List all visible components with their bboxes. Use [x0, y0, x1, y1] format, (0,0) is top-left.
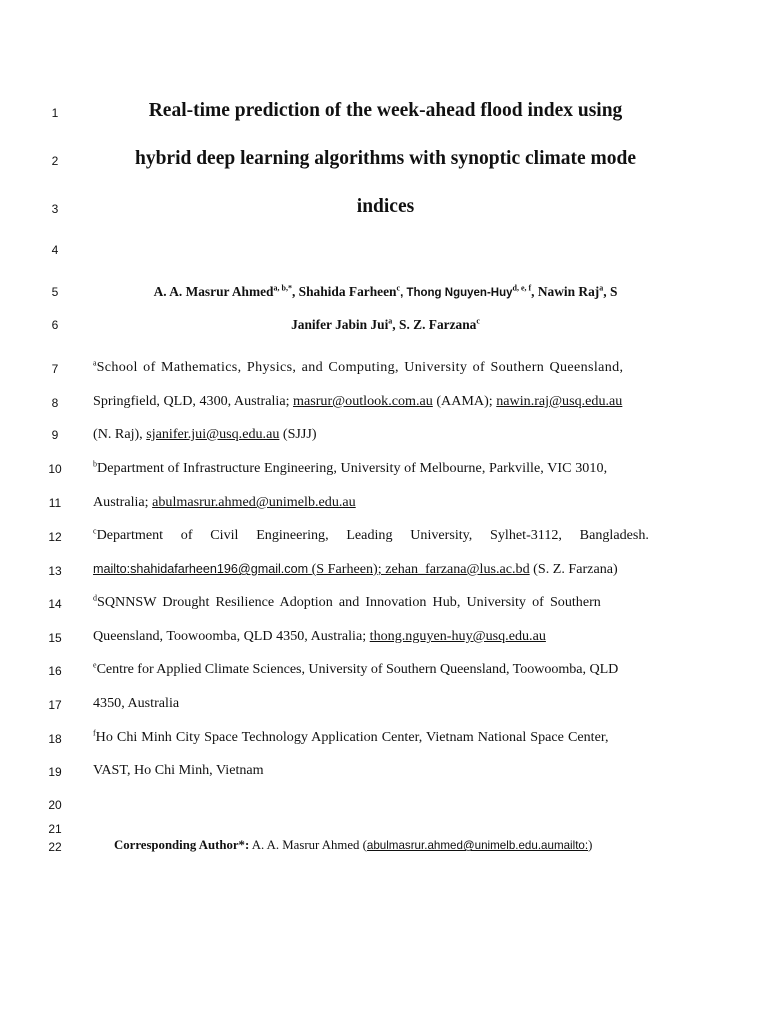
- paper-title-line-2: hybrid deep learning algorithms with synoptic climate mode: [134, 148, 637, 169]
- affiliation-a-line-1: [93, 359, 677, 376]
- email-unimelb-link[interactable]: abulmasrur.ahmed@unimelb.edu.au: [152, 494, 356, 510]
- line-number-2: 2: [51, 154, 59, 168]
- affiliation-a-jui-label: (SJJJ): [279, 426, 317, 442]
- author-ahmed-affil: a, b,*: [273, 283, 292, 293]
- affiliation-a-line-3: [93, 426, 677, 443]
- line-number-1: 1: [51, 106, 59, 120]
- line-number-11: 11: [48, 496, 62, 510]
- affiliation-b-text: Department of Infrastructure Engineering, University of Melbourne, Parkville, VIC 3010,: [97, 460, 608, 476]
- author-list-line-1: [93, 284, 678, 300]
- author-jui: Janifer Jabin Jui: [291, 317, 389, 332]
- line-number-18: 18: [48, 732, 62, 746]
- line-number-14: 14: [48, 597, 62, 611]
- line-number-4: 4: [51, 243, 59, 257]
- paper-title-line-3: indices: [356, 196, 415, 217]
- email-thong-link[interactable]: thong.nguyen-huy@usq.edu.au: [369, 628, 546, 644]
- affiliation-b-line-2: [93, 494, 677, 511]
- author-farheen-affil: c: [396, 283, 401, 293]
- line-number-16: 16: [48, 664, 62, 678]
- line-number-9: 9: [51, 428, 59, 442]
- affiliation-e-line-2: 4350, Australia: [93, 695, 180, 711]
- affiliation-d-marker: d: [93, 593, 97, 603]
- author-farzana-affil: c: [476, 316, 480, 326]
- line-number-13: 13: [48, 564, 62, 578]
- affiliation-a-line-2: [93, 393, 677, 410]
- line-number-12: 12: [48, 530, 62, 544]
- paper-title-line-1: Real-time prediction of the week-ahead flood index using: [148, 100, 623, 121]
- corresponding-author-name: A. A. Masrur Ahmed (: [249, 838, 367, 852]
- affiliation-e-text: Centre for Applied Climate Sciences, University of Southern Queensland, Toowoomba, QLD: [96, 661, 619, 677]
- author-farzana: , S. Z. Farzana: [392, 317, 477, 332]
- line-number-10: 10: [48, 462, 62, 476]
- affiliation-b-line-1: [93, 460, 677, 477]
- affiliation-c-line-1: [93, 527, 677, 544]
- line-number-15: 15: [48, 631, 62, 645]
- corresponding-author-label: Corresponding Author*:: [114, 838, 250, 852]
- author-ahmed: A. A. Masrur Ahmed: [153, 284, 274, 299]
- author-jui-initial: , S: [603, 284, 618, 299]
- affiliation-d-line-1: [93, 594, 677, 611]
- affiliation-a-text: School of Mathematics, Physics, and Computing, University of Southern Queensland,: [96, 359, 624, 375]
- line-number-19: 19: [48, 765, 62, 779]
- author-nguyen-huy-affil: d, e, f: [512, 283, 532, 293]
- line-number-3: 3: [51, 202, 59, 216]
- affiliation-a-raj-label: (N. Raj),: [93, 426, 147, 442]
- email-farzana-link[interactable]: ; zehan_farzana@lus.ac.bd: [377, 561, 530, 577]
- author-raj: , Nawin Raj: [531, 284, 600, 299]
- affiliation-b-country: Australia;: [93, 494, 153, 510]
- affiliation-d-line-2: [93, 628, 677, 645]
- affiliation-f-line-2: VAST, Ho Chi Minh, Vietnam: [93, 762, 264, 778]
- affiliation-c-marker: c: [93, 526, 97, 536]
- affiliation-d-address: Queensland, Toowoomba, QLD 4350, Australia;: [93, 628, 370, 644]
- author-jui-affil: a: [388, 316, 393, 326]
- corresponding-author-close: ): [588, 838, 593, 852]
- line-number-17: 17: [48, 698, 62, 712]
- author-nguyen-huy: , Thong Nguyen-Huy: [400, 287, 513, 299]
- affiliation-a-initials: (AAMA);: [432, 393, 497, 409]
- affiliation-c-farheen-label: (S Farheen): [311, 561, 378, 577]
- affiliation-e-marker: e: [93, 660, 97, 670]
- email-masrur-outlook-link[interactable]: masrur@outlook.com.au: [293, 393, 433, 409]
- affiliation-f-line-1: [93, 729, 677, 746]
- line-number-7: 7: [51, 362, 59, 376]
- author-raj-affil: a: [599, 283, 604, 293]
- line-number-21: 21: [48, 822, 62, 836]
- affiliation-b-marker: b: [93, 459, 97, 469]
- line-number-5: 5: [51, 285, 59, 299]
- affiliation-c-farzana-label: (S. Z. Farzana): [529, 561, 618, 577]
- affiliation-a-marker: a: [93, 358, 97, 368]
- affiliation-d-text: SQNNSW Drought Resilience Adoption and Innovation Hub, University of Southern: [97, 594, 601, 610]
- author-farheen: , Shahida Farheen: [291, 284, 397, 299]
- line-number-8: 8: [51, 396, 59, 410]
- line-number-22: 22: [48, 840, 62, 854]
- affiliation-c-text: Department of Civil Engineering, Leading University, Sylhet-3112, Bangladesh.: [96, 527, 649, 543]
- affiliation-c-line-2: [93, 561, 677, 578]
- affiliation-a-address: Springfield, QLD, 4300, Australia;: [93, 393, 294, 409]
- corresponding-author-email-link[interactable]: abulmasrur.ahmed@unimelb.edu.aumailto:: [366, 839, 589, 852]
- line-number-20: 20: [48, 798, 62, 812]
- email-nawin-raj-link[interactable]: nawin.raj@usq.edu.au: [496, 393, 623, 409]
- corresponding-author: [114, 838, 592, 853]
- email-sjanifer-jui-link[interactable]: sjanifer.jui@usq.edu.au: [146, 426, 280, 442]
- affiliation-f-marker: f: [93, 728, 96, 738]
- author-list-line-2: [93, 317, 678, 333]
- line-number-6: 6: [51, 318, 59, 332]
- affiliation-e-line-1: [93, 661, 677, 678]
- affiliation-f-text: Ho Chi Minh City Space Technology Application Center, Vietnam National Space Center,: [95, 729, 609, 745]
- mailto-farheen-link[interactable]: mailto:shahidafarheen196@gmail.com: [93, 562, 312, 576]
